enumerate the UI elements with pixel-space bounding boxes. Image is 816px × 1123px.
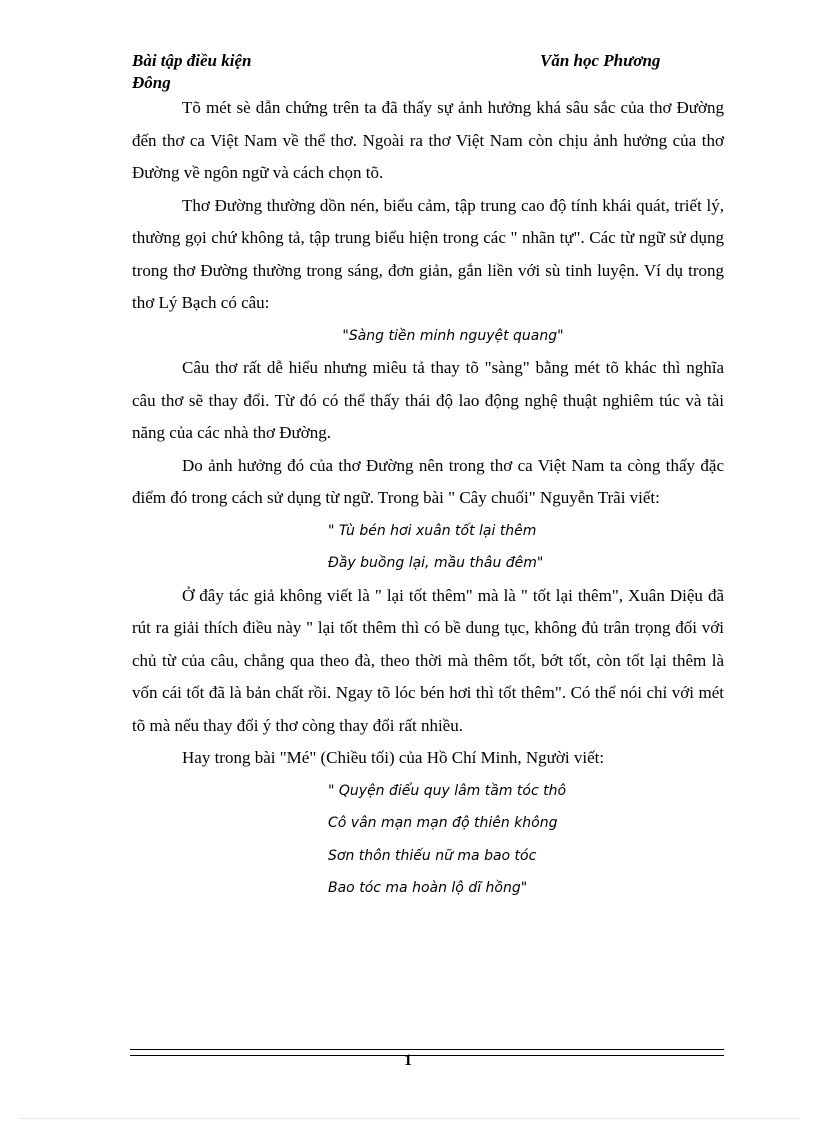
verse-line: " Quyện điểu quy lâm tầm tóc thô	[328, 782, 567, 799]
paragraph-6: Hay trong bài "Mé" (Chiều tối) của Hồ Chí Minh, Người viết:	[182, 748, 605, 767]
header-right: Văn học Phương	[540, 51, 661, 70]
quote-line: "Sàng tiền minh nguyệt quang"	[342, 327, 564, 344]
paragraph-5: Ở đây tác giả không viết là " lại tốt thêm" mà là " tốt lại thêm", Xuân Diệu đã rút ra giải thích điều này " lại tốt thêm thì có bề dung tục, không đủ trân trọng đối với chủ từ của câu, chẳng qua theo đà, theo thời mà thêm tốt, bớt tốt, còn tốt lại thêm là vốn cái tốt đã là bản chất rồi. Ngay tõ lóc bén hơi thì tốt thêm". Có thể nói chỉ với mét tõ mà nếu thay đổi ý thơ còng thay đổi rất nhiều.	[132, 585, 724, 735]
page-number: 1	[404, 1052, 412, 1069]
verse-line: Đầy buồng lại, mầu thâu đêm"	[328, 555, 544, 571]
verse-line: Bao tóc ma hoàn lộ dĩ hồng"	[328, 880, 528, 896]
header-left-line1: Bài tập điều kiện	[132, 51, 252, 70]
verse-line: " Tù bén hơi xuân tốt lại thêm	[328, 522, 537, 539]
paragraph-3: Câu thơ rất dễ hiểu nhưng miêu tả thay tõ "sàng" bằng mét tõ khác thì nghĩa câu thơ sẽ thay đổi. Từ đó có thể thấy thái độ lao động nghệ thuật nghiêm túc và tài năng của các nhà thơ Đường.	[132, 358, 724, 442]
header-left	[132, 50, 332, 94]
header-left-line2: Đông	[132, 73, 171, 92]
paragraph-2: Thơ Đường thường dồn nén, biểu cảm, tập trung cao độ tính khái quát, triết lý, thường gọi chứ không tả, tập trung biểu hiện trong các " nhãn tự". Các từ ngữ sử dụng trong thơ Đường thường trong sáng, đơn giản, gắn liền với sù tinh luyện. Ví dụ trong thơ Lý Bạch có câu:	[132, 195, 724, 312]
paragraph-1: Tõ mét sè dẫn chứng trên ta đã thấy sự ảnh hưởng khá sâu sắc của thơ Đường đến thơ ca Việt Nam về thể thơ. Ngoài ra thơ Việt Nam còn chịu ảnh hưởng của thơ Đường về ngôn ngữ và cách chọn tõ.	[132, 98, 724, 182]
body-text	[132, 92, 724, 905]
paragraph-4: Do ảnh hưởng đó của thơ Đường nên trong thơ ca Việt Nam ta còng thấy đặc điểm đó trong cách sử dụng từ ngữ. Trong bài " Cây chuối" Nguyễn Trãi viết:	[132, 455, 724, 507]
verse-line: Sơn thôn thiếu nữ ma bao tóc	[328, 847, 537, 864]
verse-line: Cô vân mạn mạn độ thiên không	[328, 815, 558, 831]
page-edge-divider	[20, 1118, 800, 1119]
